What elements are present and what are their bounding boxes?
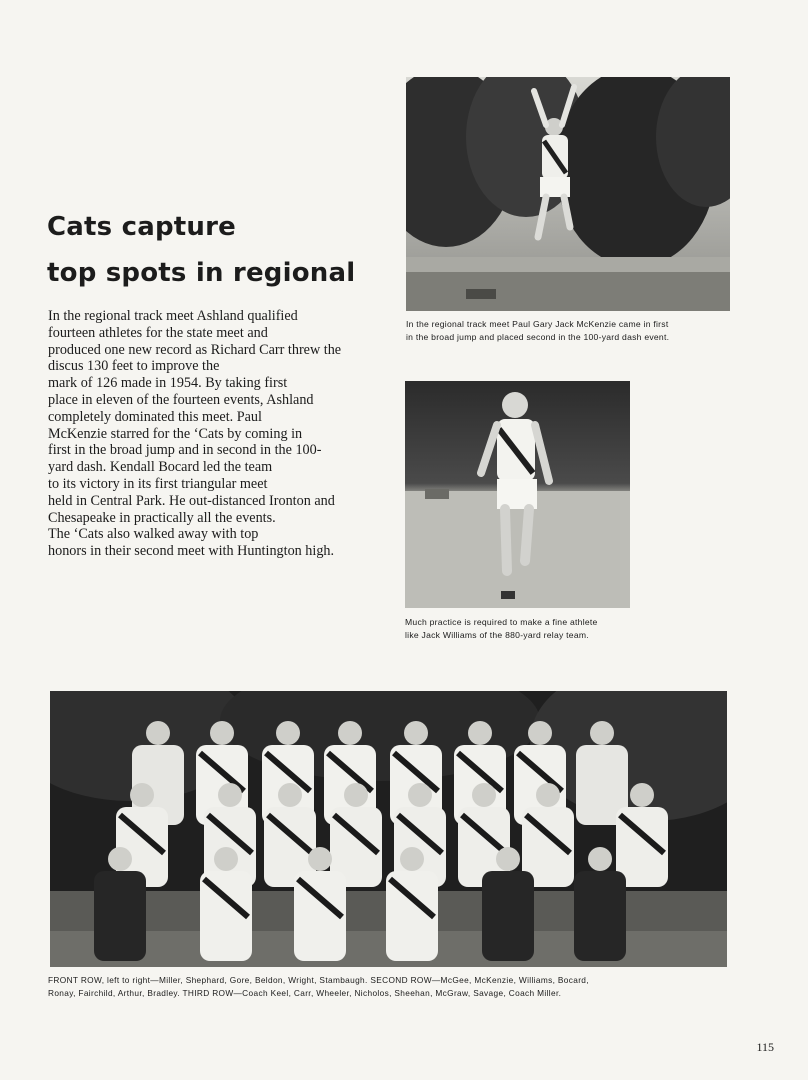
caption-line: FRONT ROW, left to right—Miller, Shephard, Gore, Beldon, Wright, Stambaugh. SECOND ROW—McGee, McKenzie, Williams, Bocard, xyxy=(48,975,589,985)
article-line: completely dominated this meet. Paul xyxy=(48,408,262,425)
team-caption xyxy=(48,974,728,1001)
article-line: Chesapeake in practically all the events. xyxy=(48,509,276,526)
caption-line: In the regional track meet Paul Gary Jack McKenzie came in first xyxy=(406,319,669,329)
article-line: first in the broad jump and in second in the 100- xyxy=(48,442,322,459)
article-line: In the regional track meet Ashland qualified xyxy=(48,308,298,324)
caption-line: like Jack Williams of the 880-yard relay team. xyxy=(405,630,589,641)
article-headline xyxy=(47,204,387,296)
team-photo xyxy=(50,691,727,967)
broad-jump-photo xyxy=(406,77,730,311)
broad-jump-caption xyxy=(406,318,669,345)
headline-line-2: top spots in regional xyxy=(47,258,356,288)
caption-line: Ronay, Fairchild, Arthur, Bradley. THIRD ROW—Coach Keel, Carr, Wheeler, Nicholos, Sheehan, McGraw, Savage, Coach Miller. xyxy=(48,988,562,999)
article-line: McKenzie starred for the ‘Cats by coming in xyxy=(48,425,303,442)
article-line: fourteen athletes for the state meet and xyxy=(48,324,268,341)
article-line: held in Central Park. He out-distanced Ironton and xyxy=(48,492,335,509)
article-line: The ‘Cats also walked away with top xyxy=(48,526,259,543)
article-line: honors in their second meet with Huntington high. xyxy=(48,543,335,560)
article-body xyxy=(48,308,378,560)
article-line: to its victory in its first triangular meet xyxy=(48,475,268,492)
headline-line-1: Cats capture xyxy=(47,212,236,242)
runner-caption xyxy=(405,616,598,643)
article-line: mark of 126 made in 1954. By taking first xyxy=(48,375,288,392)
page-number: 115 xyxy=(756,1040,774,1054)
article-line: place in eleven of the fourteen events, Ashland xyxy=(48,391,314,408)
runner-photo xyxy=(405,381,630,608)
article-line: produced one new record as Richard Carr threw the xyxy=(48,341,342,358)
caption-line: Much practice is required to make a fine athlete xyxy=(405,617,598,627)
caption-line: in the broad jump and placed second in the 100-yard dash event. xyxy=(406,332,670,343)
article-line: yard dash. Kendall Bocard led the team xyxy=(48,459,273,476)
article-line: discus 130 feet to improve the xyxy=(48,358,220,375)
